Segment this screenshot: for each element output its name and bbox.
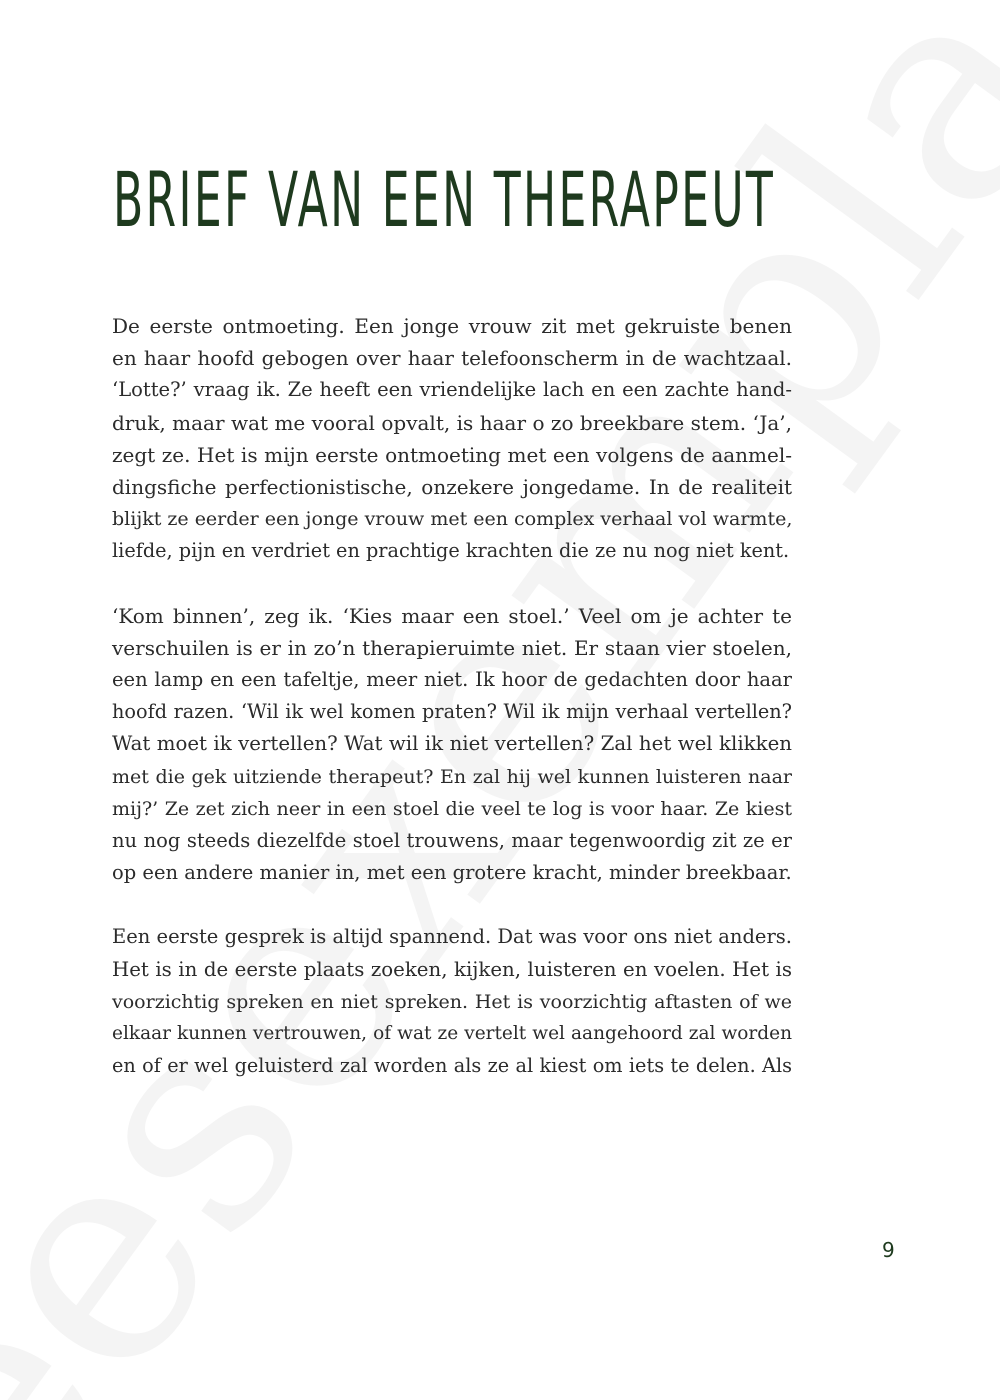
text-line: dingsfiche perfectionistische, onzekere jongedame. In de realiteit [112,475,792,500]
text-line: mij?’ Ze zet zich neer in een stoel die veel te log is voor haar. Ze kiest [112,797,792,820]
text-line: druk, maar wat me vooral opvalt, is haar o zo breekbare stem. ‘Ja’, [112,410,792,435]
text-line: Een eerste gesprek is altijd spannend. Dat was voor ons niet anders. [112,925,792,949]
text-line: zegt ze. Het is mijn eerste ontmoeting met een volgens de aanmel- [112,442,792,467]
text-line: elkaar kunnen vertrouwen, of wat ze vertelt wel aangehoord zal worden [112,1023,792,1045]
body-text [112,310,792,1114]
text-line: een lamp en een tafeltje, meer niet. Ik hoor de gedachten door haar [112,668,792,692]
paragraph-1 [112,310,792,568]
text-line: met die gek uitziende therapeut? En zal hij wel kunnen luisteren naar [112,765,792,788]
text-line: en of er wel geluisterd zal worden als ze al kiest om iets te delen. Als [112,1054,792,1078]
text-line: hoofd razen. ‘Wil ik wel komen praten? Wil ik mijn verhaal vertellen? [112,700,792,724]
text-line: liefde, pijn en verdriet en prachtige krachten die ze nu nog niet kent. [112,539,790,563]
text-line: verschuilen is er in zo’n therapieruimte niet. Er staan vier stoelen, [112,635,792,660]
text-line: nu nog steeds diezelfde stoel trouwens, maar tegenwoordig zit ze er [112,829,792,853]
text-line: Wat moet ik vertellen? Wat wil ik niet vertellen? Zal het wel klikken [112,732,792,756]
text-line: op een andere manier in, met een grotere kracht, minder breekbaar. [112,861,792,885]
chapter-title: BRIEF VAN EEN THERAPEUT [113,155,776,244]
text-line: en haar hoofd gebogen over haar telefoonscherm in de wachtzaal. [112,346,792,371]
text-line: ‘Lotte?’ vraag ik. Ze heeft een vriendelijke lach en een zachte hand- [112,378,792,402]
text-line: Het is in de eerste plaats zoeken, kijken, luisteren en voelen. Het is [112,957,792,981]
paragraph-2 [112,600,792,890]
paragraph-3 [112,921,792,1082]
text-line: ‘Kom binnen’, zeg ik. ‘Kies maar een stoel.’ Veel om je achter te [112,603,792,628]
page-number: 9 [882,1238,895,1262]
text-line: voorzichtig spreken en niet spreken. Het is voorzichtig aftasten of we [112,990,792,1013]
text-line: De eerste ontmoeting. Een jonge vrouw zit met gekruiste benen [112,314,792,338]
text-line: blijkt ze eerder een jonge vrouw met een complex verhaal vol warmte, [112,508,793,531]
